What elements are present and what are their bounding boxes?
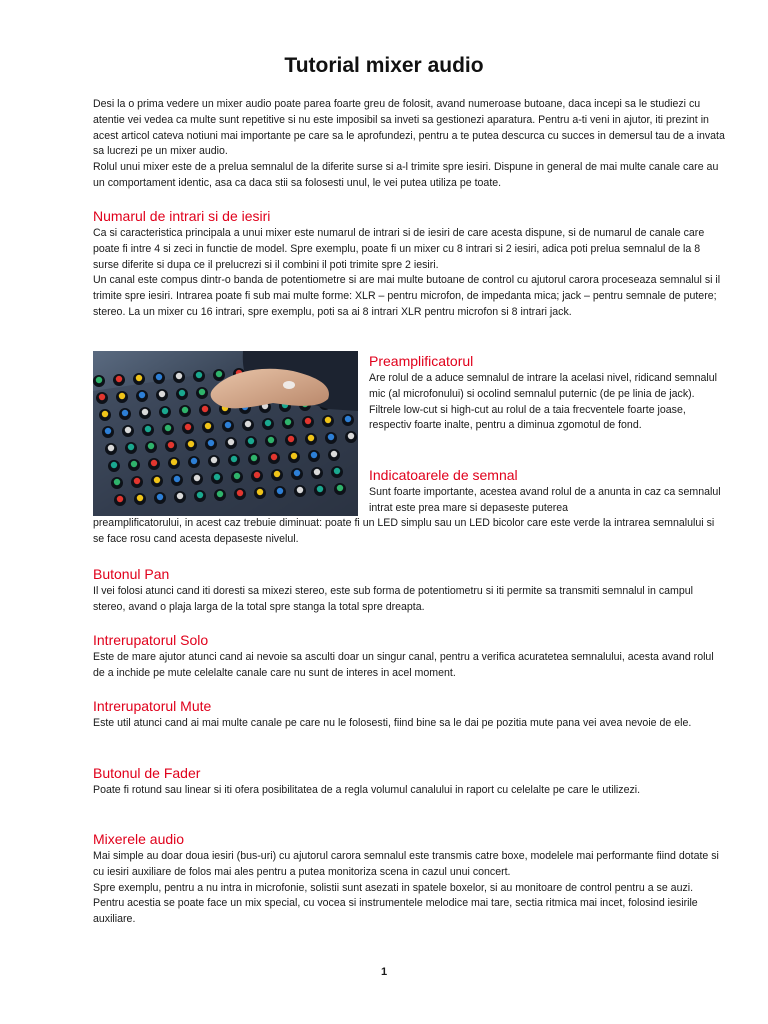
mixer-knob-cap — [297, 487, 303, 493]
mixer-knob-cap — [228, 439, 234, 445]
mixer-knob-cap — [265, 420, 271, 426]
section-solo — [93, 631, 725, 682]
section-fader — [93, 764, 725, 799]
mixer-knob-cap — [105, 428, 111, 434]
mixer-knob-cap — [142, 409, 148, 415]
section-indicatoare — [369, 466, 725, 517]
mixer-knob-cap — [231, 456, 237, 462]
mixer-knob-cap — [348, 433, 354, 439]
section-pan — [93, 565, 725, 616]
mixer-knob-cap — [325, 417, 331, 423]
page-number: 1 — [380, 966, 388, 978]
mixer-knob-cap — [214, 474, 220, 480]
mixer-knob-cap — [334, 468, 340, 474]
mixer-knob-cap — [331, 451, 337, 457]
heading-indicatoare: Indicatoarele de semnal — [369, 467, 518, 483]
mixer-knob-cap — [102, 411, 108, 417]
mixer-knob-cap — [182, 407, 188, 413]
mixer-knob-cap — [268, 437, 274, 443]
mixer-knob-cap — [285, 419, 291, 425]
mixer-knob-cap — [134, 478, 140, 484]
mixer-knob-cap — [202, 406, 208, 412]
mixer-knob-cap — [177, 493, 183, 499]
mixer-knob-cap — [234, 473, 240, 479]
mixer-knob-cap — [136, 375, 142, 381]
mixer-knob-cap — [114, 479, 120, 485]
heading-mixere: Mixerele audio — [93, 831, 185, 847]
mixer-knob-cap — [168, 442, 174, 448]
mixer-knob-cap — [251, 455, 257, 461]
mixer-knob-cap — [328, 434, 334, 440]
mixer-knob-cap — [197, 492, 203, 498]
mixer-knob-cap — [162, 408, 168, 414]
intro-paragraph-2: Rolul unui mixer este de a prelua semnalul de la diferite surse si a-l trimite spre iesiri. Dispune in general de mai multe canale care au un comportament identic, asa ca daca stii sa folosesti unul, le vei putea utiliza pe toate. — [93, 161, 719, 189]
mixer-knob-cap — [199, 389, 205, 395]
mixer-knob-cap — [194, 475, 200, 481]
mixer-knob-cap — [171, 459, 177, 465]
heading-fader: Butonul de Fader — [93, 765, 201, 781]
intro-paragraph-1: Desi la o prima vedere un mixer audio poate parea foarte greu de folosit, avand numeroase butoane, daca incepi sa le studiezi cu atentie vei vedea ca multe sunt repetitive si nu este imposibil sa inveti sa gestionezi aparatura. Pentru a-ti veni in ajutor, iti prezint in acest articol cateva notiuni mai importante pe care sa le aprofundezi, pentru a te putea descurca cu succes in demersul tau de a invata sa lucrezi pe un mixer audio. — [93, 98, 725, 158]
mixer-knob-cap — [237, 490, 243, 496]
mixer-knob-cap — [216, 371, 222, 377]
mixer-knob-cap — [145, 426, 151, 432]
mixer-knob-cap — [271, 454, 277, 460]
intrari-paragraph-2: Un canal este compus dintr-o banda de potentiometre si are mai multe butoane de control cu ajutorul carora proceseaza semnalul si il trimite spre iesiri. Intrarea poate fi sub mai multe forme: XLR – pentru microfon, de impedanta mica; jack – pentru semnale de putere; stereo. La un mixer cu 16 intrari, spre exemplu, poti sa ai 8 intrari XLR pentru microfon si 8 intrari jack. — [93, 274, 721, 318]
mixere-paragraph-1: Mai simple au doar doua iesiri (bus-uri) cu ajutorul carora semnalul este transmis catre boxe, modelele mai performante fiind dotate si cu iesiri auxiliare de folos mai ales pentru a putea monitoriza scena in cazul unui concert. — [93, 850, 719, 878]
mixer-knob-cap — [119, 393, 125, 399]
mixer-knob-cap — [159, 391, 165, 397]
mixer-knob-cap — [154, 477, 160, 483]
fader-paragraph: Poate fi rotund sau linear si iti ofera posibilitatea de a regla volumul canalului in raport cu celelalte pe care le utilizezi. — [93, 784, 641, 796]
mixer-knob-cap — [217, 491, 223, 497]
mute-paragraph: Este util atunci cand ai mai multe canale pe care nu le folosesti, fiind bine sa le dai pe pozitia mute pana vei avea nevoie de ele. — [93, 717, 692, 729]
mixer-knob-cap — [248, 438, 254, 444]
mixer-knob-cap — [111, 462, 117, 468]
mixer-knob-cap — [176, 373, 182, 379]
mixer-knob-cap — [274, 471, 280, 477]
section-intrari — [93, 207, 725, 321]
mixer-knob-cap — [157, 494, 163, 500]
heading-mute: Intrerupatorul Mute — [93, 698, 212, 714]
mixer-knob-cap — [185, 424, 191, 430]
mixer-knob-cap — [305, 418, 311, 424]
section-mixere — [93, 830, 725, 928]
mixer-knob-cap — [117, 496, 123, 502]
mixere-paragraph-2: Spre exemplu, pentru a nu intra in microfonie, solistii sunt asezati in spatele boxelor, si au monitoare de control pentru a se auzi. Pentru acestia se poate face un mix special, cu vocea si instrumentele melodice mai tare, sectia ritmica mai incet, folosind iesirile auxiliare. — [93, 881, 698, 926]
mixer-knob-cap — [314, 469, 320, 475]
mixer-knob-cap — [128, 444, 134, 450]
heading-solo: Intrerupatorul Solo — [93, 632, 209, 648]
mixer-knob-cap — [148, 443, 154, 449]
mixer-knob-cap — [225, 422, 231, 428]
mixer-knob-cap — [245, 421, 251, 427]
heading-intrari: Numarul de intrari si de iesiri — [93, 208, 271, 224]
mixer-knob-cap — [254, 472, 260, 478]
mixer-knob-cap — [291, 453, 297, 459]
mixer-knob-cap — [211, 457, 217, 463]
mixer-knob-cap — [288, 436, 294, 442]
preamp-paragraph: Are rolul de a aduce semnalul de intrare la acelasi nivel, ridicand semnalul mic (al microfonului) si ocolind semnalul puternic (de pe linia de jack). Filtrele low-cut si high-cut au rolul de a taia frecventele foarte joase, respectiv foarte inalte, pentru a diminua zgomotul de fond. — [369, 372, 718, 432]
mixer-illustration — [93, 351, 358, 516]
mixer-knob-cap — [165, 425, 171, 431]
intrari-paragraph-1: Ca si caracteristica principala a unui mixer este numarul de intrari si de iesiri de care acesta dispune, si de numarul de canale care poate fi intre 4 si zeci in functie de model. Spre exemplu, poate fi un mixer cu 8 intrari si 2 iesiri, adica poti prelua semnalul de la 8 surse diferite si dupa ce il prelucrezi si il combini il poti trimite spre 2 iesiri. — [93, 227, 705, 271]
mixer-knob-cap — [116, 376, 122, 382]
mixer-knob-cap — [188, 441, 194, 447]
mixer-knob-cap — [317, 486, 323, 492]
mixer-knob-cap — [125, 427, 131, 433]
mixer-knob-cap — [156, 374, 162, 380]
mixer-knob-cap — [99, 394, 105, 400]
section-mute — [93, 697, 725, 732]
section-preamp — [369, 352, 725, 434]
mixer-knob-cap — [294, 470, 300, 476]
mixer-knob-cap — [191, 458, 197, 464]
mixer-knob-cap — [257, 489, 263, 495]
mixer-knob-cap — [122, 410, 128, 416]
heading-preamp: Preamplificatorul — [369, 353, 474, 369]
indicatoare-paragraph-full: preamplificatorului, in acest caz trebuie diminuat: poate fi un LED simplu sau un LED bicolor care este verde la intrarea semnalului si se face rosu cand acesta depaseste nivelul. — [93, 517, 715, 545]
heading-pan: Butonul Pan — [93, 566, 170, 582]
mixer-knob-cap — [277, 488, 283, 494]
mixer-knob-cap — [137, 495, 143, 501]
mixer-knob-cap — [139, 392, 145, 398]
indicatoare-continuation — [93, 516, 725, 548]
mixer-knob-cap — [337, 485, 343, 491]
mixer-knob-cap — [196, 372, 202, 378]
mixer-knob-cap — [345, 416, 351, 422]
mixer-knob-cap — [96, 377, 102, 383]
mixer-knob-cap — [151, 460, 157, 466]
mixer-knob-cap — [179, 390, 185, 396]
mixer-knob-cap — [308, 435, 314, 441]
mixer-knob-cap — [311, 452, 317, 458]
intro-block — [93, 97, 725, 192]
solo-paragraph: Este de mare ajutor atunci cand ai nevoie sa asculti doar un singur canal, pentru a verifica acuratetea semnalului, acesta avand rolul de a inchide pe mute celelalte canale care nu sunt de interes in acel moment. — [93, 651, 714, 679]
mixer-knob-cap — [131, 461, 137, 467]
mixer-knob-cap — [108, 445, 114, 451]
page-title: Tutorial mixer audio — [284, 54, 484, 77]
audio-mixer-photo — [93, 351, 358, 516]
pan-paragraph: Il vei folosi atunci cand iti doresti sa mixezi stereo, este sub forma de potentiometru si iti permite sa transmiti semnalul in campul stereo, avand o plaja larga de la total spre stanga la total spre dreapta. — [93, 585, 693, 613]
indicatoare-paragraph-side: Sunt foarte importante, acestea avand rolul de a anunta in caz ca semnalul intrat este prea mare si depaseste puterea — [369, 486, 721, 514]
mixer-knob-cap — [205, 423, 211, 429]
mixer-knob-cap — [174, 476, 180, 482]
mixer-knob-cap — [208, 440, 214, 446]
